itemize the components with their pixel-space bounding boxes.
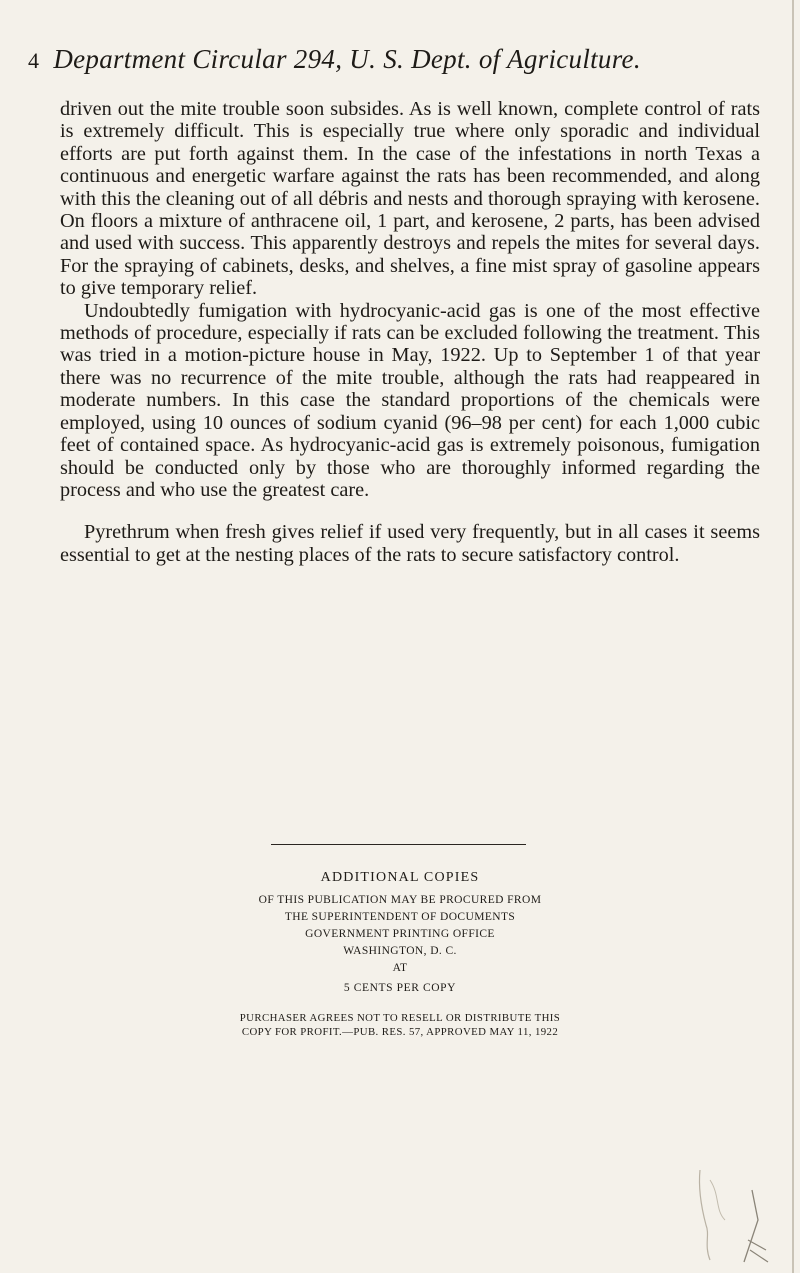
paragraph-fumigation: Undoubtedly fumigation with hydrocyanic-acid gas is one of the most effective methods of procedure, especially if rats can be excluded following the treatment. This was tried in a motion-picture house in May, 1922. Up to September 1 of that year there was no recurrence of the mite trouble, although the rats had reappeared in moderate numbers. In this case the standard proportions of the chemicals were employed, using 10 ounces of sodium cyanid (96–98 per cent) for each 1,000 cubic feet of contained space. As hydrocyanic-acid gas is extremely poisonous, fumigation should be conducted only by those who are thoroughly informed regarding the process and who use the greatest care. [60,299,760,501]
notice-line: AT [392,962,408,974]
notice-price: 5 CENTS PER COPY [343,982,457,994]
paragraph-rat-control: driven out the mite trouble soon subsides. As is well known, complete control of rats is extremely difficult. This is especially true where only sporadic and individual efforts are put forth against them. In the case of the infestations in north Texas a continuous and energetic warfare against the rats has been recommended, and along with this the cleaning out of all débris and nests and thorough spraying with kerosene. On floors a mixture of anthracene oil, 1 part, and kerosene, 2 parts, has been advised and used with success. This apparently destroys and repels the mites for several days. For the spraying of cabinets, desks, and shelves, a fine mist spray of gasoline appears to give temporary relief. [60,98,760,300]
notice-line: GOVERNMENT PRINTING OFFICE [305,928,495,940]
notice-line: THE SUPERINTENDENT OF DOCUMENTS [284,911,516,923]
running-header [28,44,768,75]
body-text [60,98,760,566]
page-number: 4 [28,48,40,73]
header-title: Department Circular 294, U. S. Dept. of Agriculture. [53,44,641,74]
notice-line: OF THIS PUBLICATION MAY BE PROCURED FROM [258,894,542,906]
notice-heading: ADDITIONAL COPIES [320,870,480,885]
page-edge-line [792,0,794,1273]
resell-line: COPY FOR PROFIT.—PUB. RES. 57, APPROVED MAY 11, 1922 [241,1026,559,1038]
notice-resell-terms [220,1011,580,1039]
paragraph-pyrethrum: Pyrethrum when fresh gives relief if used very frequently, but in all cases it seems essential to get at the nesting places of the rats to secure satisfactory control. [60,521,760,566]
additional-copies-notice [220,869,580,1039]
notice-line: WASHINGTON, D. C. [343,945,457,957]
resell-line: PURCHASER AGREES NOT TO RESELL OR DISTRIBUTE THIS [239,1012,561,1024]
divider-rule [271,844,526,845]
pencil-scribble-mark [640,1150,780,1268]
